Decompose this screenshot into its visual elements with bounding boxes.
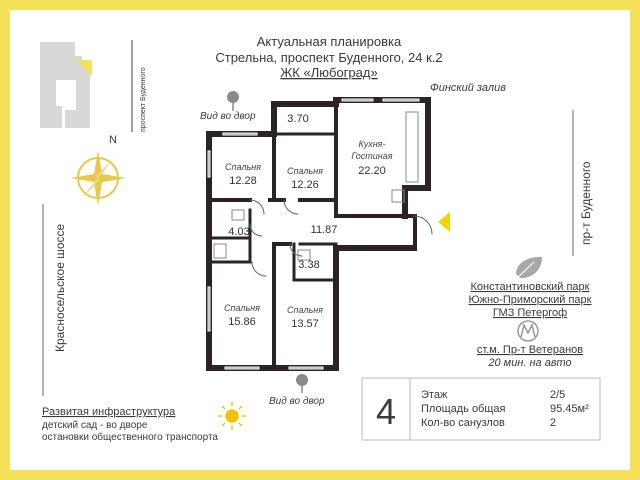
metro-label: ст.м. Пр-т Ветеранов <box>476 344 584 356</box>
room-name-bedroom-2: Спальня <box>287 166 323 176</box>
park-2-label: Южно-Приморский парк <box>468 294 592 306</box>
room-name-kitchen-line1: Кухня- <box>358 139 386 149</box>
room-name-bedroom-3: Спальня <box>224 303 260 313</box>
header-complex: ЖК «Любоград» <box>280 65 378 80</box>
park-3-label: ГМЗ Петергоф <box>492 307 568 319</box>
spec-label-floor: Этаж <box>421 389 448 401</box>
header-address: Стрельна, проспект Буденного, 24 к.2 <box>215 50 443 65</box>
metro-icon <box>518 321 538 341</box>
spec-label-area: Площадь общая <box>421 403 506 415</box>
room-area-bedroom-4: 13.57 <box>291 318 319 330</box>
compass-rose-icon <box>70 150 126 206</box>
street-small-label: проспект Буденного <box>140 67 147 132</box>
infra-line-2: остановки общественного транспорта <box>42 432 218 443</box>
room-area-kitchen: 22.20 <box>358 165 386 177</box>
room-area-storage: 3.70 <box>287 113 309 125</box>
gulf-label: Финский залив <box>430 82 506 94</box>
compass-north: N <box>109 134 117 146</box>
room-area-bedroom-2: 12.26 <box>291 179 319 191</box>
sun-icon <box>218 402 246 430</box>
road-left-label: Красносельское шоссе <box>53 223 67 352</box>
room-area-bath-2: 3.38 <box>298 259 320 271</box>
park-1-label: Константиновский парк <box>470 281 590 293</box>
room-name-kitchen-line2: Гостиная <box>351 151 393 161</box>
infra-line-1: детский сад - во дворе <box>42 420 148 431</box>
room-name-bedroom-4: Спальня <box>287 305 323 315</box>
entrance-icon <box>438 212 450 232</box>
room-area-bedroom-3: 15.86 <box>228 316 256 328</box>
room-name-bedroom-1: Спальня <box>225 162 261 172</box>
building-block-icon <box>40 42 92 128</box>
view-top-icon <box>227 91 239 111</box>
spec-label-bathrooms: Кол-во санузлов <box>421 417 505 429</box>
header-title: Актуальная планировка <box>256 34 402 49</box>
spec-value-floor: 2/5 <box>550 389 566 401</box>
rooms-count: 4 <box>375 391 397 432</box>
spec-value-bathrooms: 2 <box>550 417 557 429</box>
room-area-hall: 11.87 <box>310 224 338 236</box>
view-bottom-label: Вид во двор <box>269 396 325 407</box>
view-bottom-icon <box>296 374 308 393</box>
road-right-label: пр-т Буденного <box>579 161 593 245</box>
metro-time-label: 20 мин. на авто <box>488 357 572 369</box>
room-area-bath-1: 4.03 <box>228 226 250 238</box>
room-area-bedroom-1: 12.28 <box>229 175 257 187</box>
spec-value-area: 95.45м² <box>550 403 589 415</box>
leaf-icon <box>514 257 542 281</box>
infra-title: Развитая инфраструктура <box>42 406 176 418</box>
view-top-label: Вид во двор <box>200 111 256 122</box>
